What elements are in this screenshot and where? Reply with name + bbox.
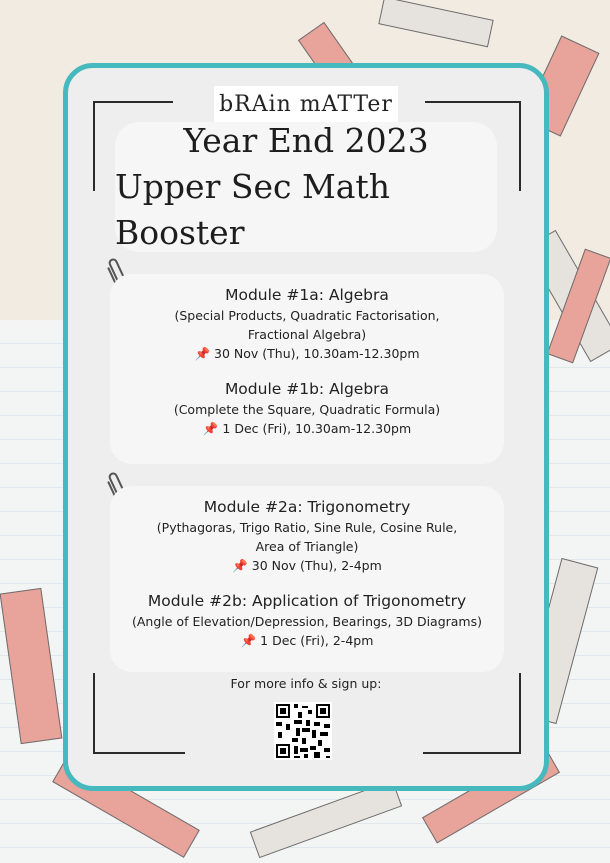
frame-top-right — [425, 101, 521, 103]
module-date-text: 30 Nov (Thu), 2-4pm — [251, 558, 382, 573]
title-line-1: Year End 2023 — [183, 121, 429, 160]
module-2a — [110, 496, 504, 576]
pushpin-icon: 📌 — [194, 346, 211, 361]
module-date — [110, 556, 504, 576]
module-title: Module #1b: Algebra — [224, 380, 390, 398]
module-date-text: 30 Nov (Thu), 10.30am-12.30pm — [214, 346, 420, 361]
module-date — [110, 631, 504, 651]
frame-left-top — [93, 101, 95, 191]
module-topics: (Complete the Square, Quadratic Formula) — [173, 402, 441, 417]
title-panel — [115, 122, 497, 252]
pushpin-icon: 📌 — [202, 421, 219, 436]
module-topics: (Angle of Elevation/Depression, Bearings, 3D Diagrams) — [132, 614, 482, 629]
frame-top-left — [93, 101, 173, 103]
poster-card — [63, 63, 549, 791]
module-topics: (Special Products, Quadratic Factorisation, — [174, 308, 440, 323]
module-group-1 — [110, 274, 504, 464]
module-1a — [110, 284, 504, 364]
frame-bottom-left — [93, 752, 185, 754]
module-date-text: 1 Dec (Fri), 10.30am-12.30pm — [222, 421, 412, 436]
module-group-2 — [110, 486, 504, 672]
frame-bottom-right — [423, 752, 521, 754]
module-title: Module #2a: Trigonometry — [203, 498, 411, 516]
module-1b — [110, 378, 504, 439]
module-date — [110, 419, 504, 439]
module-title: Module #2b: Application of Trigonometry — [147, 592, 467, 610]
module-date-text: 1 Dec (Fri), 2-4pm — [260, 633, 374, 648]
pushpin-icon: 📌 — [232, 558, 248, 573]
frame-right-top — [519, 101, 521, 191]
pushpin-icon: 📌 — [240, 633, 257, 648]
module-topics: Fractional Algebra) — [247, 327, 367, 342]
qr-code-icon[interactable] — [274, 702, 332, 760]
brand-logo: bRAin mATTer — [214, 86, 398, 122]
module-date — [110, 344, 504, 364]
module-title: Module #1a: Algebra — [225, 286, 389, 304]
module-2b — [110, 590, 504, 651]
signup-text: For more info & sign up: — [230, 676, 382, 691]
module-topics: (Pythagoras, Trigo Ratio, Sine Rule, Cosine Rule, — [156, 520, 458, 535]
title-line-2: Upper Sec Math Booster — [115, 167, 390, 252]
module-topics: Area of Triangle) — [255, 539, 359, 554]
